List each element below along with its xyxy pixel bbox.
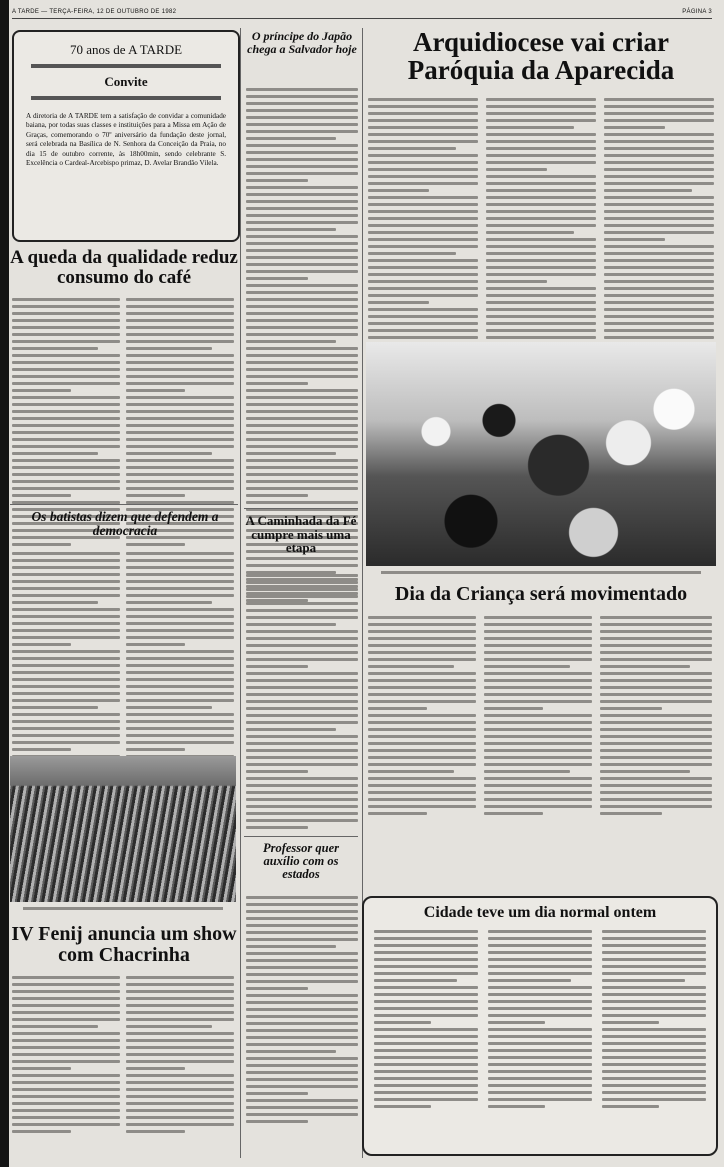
scan-edge: [0, 0, 9, 1167]
stadium-photo: [10, 756, 236, 902]
cidade-box: [362, 896, 718, 1156]
invitation-box: [12, 30, 240, 242]
invitation-rule-2: [31, 96, 221, 100]
cidade-col-3: [602, 930, 706, 1112]
headline-cafe: A queda da qualidade reduz consumo do café: [10, 247, 238, 288]
arquidiocese-col-3: [604, 98, 714, 350]
headline-cidade: Cidade teve um dia normal ontem: [423, 904, 657, 921]
section-rule: [244, 508, 358, 509]
page-header: [12, 6, 712, 19]
headline-caminhada: A Caminhada da Fé cumpre mais uma etapa: [245, 513, 357, 556]
headline-fenij: IV Fenij anuncia um show com Chacrinha: [11, 923, 237, 966]
crianca-col-3: [600, 616, 712, 819]
section-rule: [244, 836, 358, 837]
column-rule: [240, 28, 241, 1158]
stadium-caption: [10, 906, 236, 912]
crianca-col-2: [484, 616, 592, 819]
header-right: PÁGINA 3: [682, 9, 712, 15]
headline-principe: O príncipe do Japão chega a Salvador hoje: [247, 29, 357, 56]
invitation-rule: [31, 64, 221, 68]
children-photo: [366, 342, 716, 566]
arquidiocese-col-2: [486, 98, 596, 371]
cidade-col-1: [374, 930, 478, 1112]
batistas-col-2: [126, 552, 234, 776]
arquidiocese-col-1: [368, 98, 478, 378]
header-left: A TARDE — TERÇA-FEIRA, 12 DE OUTUBRO DE 1982: [12, 9, 177, 15]
headline-arquidiocese: Arquidiocese vai criar Paróquia da Aparecida: [407, 27, 675, 86]
headline-crianca: Dia da Criança será movimentado: [394, 583, 688, 605]
batistas-col-1: [12, 552, 120, 776]
crianca-col-1: [368, 616, 476, 819]
invitation-title: 70 anos de A TARDE: [69, 42, 183, 57]
cidade-col-2: [488, 930, 592, 1112]
headline-batistas: Os batistas dizem que defendem a democracia: [31, 509, 219, 539]
headline-professor: Professor quer auxílio com os estados: [262, 841, 340, 882]
professor-body: [246, 896, 358, 1127]
photo-caption: [366, 570, 716, 576]
fenij-col-1: [12, 976, 120, 1137]
fenij-col-2: [126, 976, 234, 1137]
invitation-text: A diretoria de A TARDE tem a satisfação de convidar a comunidade baiana, por todas suas classes e instituições para a Missa em Ação de Graças, comemorando o 70º aniversário da fundação deste jornal, será celebrada na Basílica de N. Senhora da Conceição da Praia, no dia 15 de outubro corrente, às 18h00min, sendo celebrante S. Excelência o Cardeal-Arcebispo primaz, D. Avelar Brandão Vilela.: [26, 112, 226, 168]
section-rule: [10, 504, 238, 505]
caminhada-body: [246, 574, 358, 833]
invitation-subtitle: Convite: [104, 74, 148, 89]
